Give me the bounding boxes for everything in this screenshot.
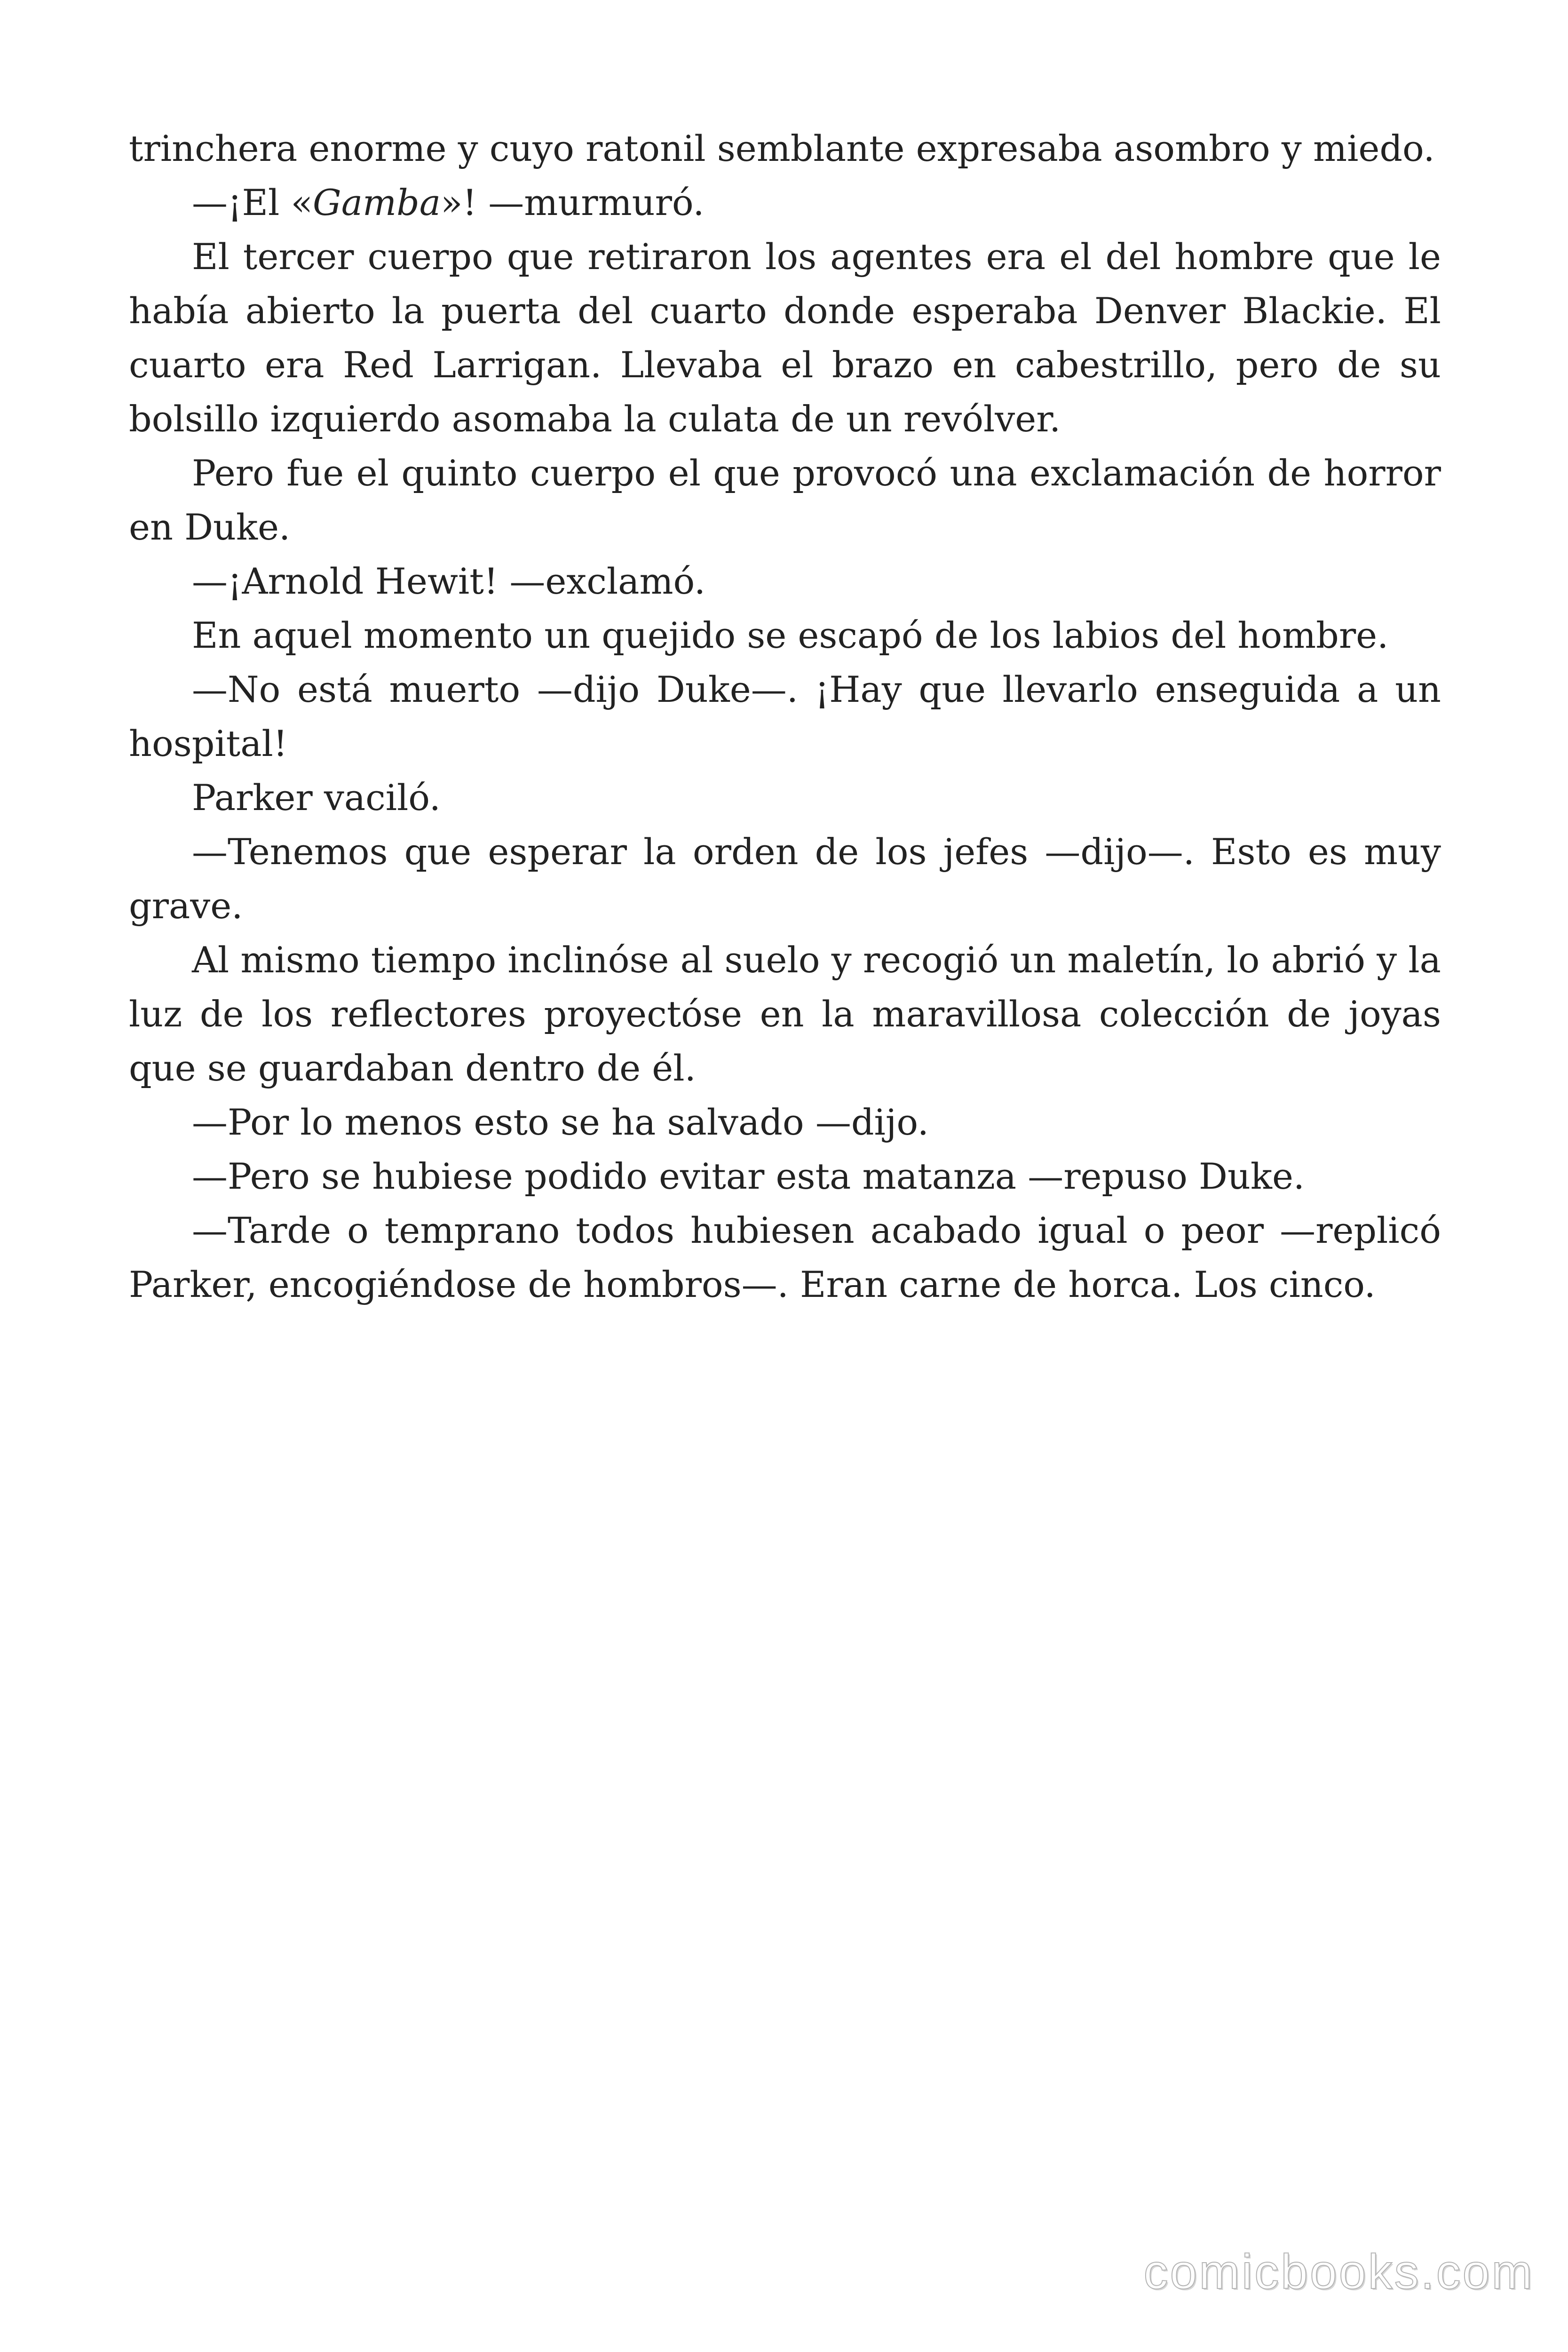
paragraph [129, 175, 1441, 230]
text-segment: El tercer cuerpo que retiraron los agentes era el del hombre que le había abierto la puerta del cuarto donde esperaba Denver Blackie. El cuarto era Red Larrigan. Llevaba el brazo en cabestrillo, pero de su bolsillo izquierdo asomaba la culata de un revólver. [129, 236, 1441, 440]
text-segment: —No está muerto —dijo Duke—. ¡Hay que llevarlo enseguida a un hospital! [129, 668, 1441, 764]
watermark: comicbooks.com [1143, 2245, 1534, 2299]
italic-text: Gamba [312, 182, 441, 223]
text-segment: —Tenemos que esperar la orden de los jefes —dijo—. Esto es muy grave. [129, 831, 1441, 927]
paragraph [129, 554, 1441, 608]
text-segment: —Por lo menos esto se ha salvado —dijo. [192, 1101, 929, 1143]
paragraph [129, 608, 1441, 662]
text-segment: —¡El « [192, 182, 313, 223]
text-segment: trinchera enorme y cuyo ratonil semblante expresaba asombro y miedo. [129, 127, 1435, 169]
text-segment: »! —murmuró. [441, 182, 705, 223]
text-segment: Pero fue el quinto cuerpo el que provocó una exclamación de horror en Duke. [129, 452, 1441, 548]
document-body [129, 121, 1441, 1311]
text-segment: —Pero se hubiese podido evitar esta matanza —repuso Duke. [192, 1155, 1305, 1197]
paragraph [129, 1203, 1441, 1311]
text-segment: Al mismo tiempo inclinóse al suelo y recogió un maletín, lo abrió y la luz de los reflectores proyectóse en la maravillosa colección de joyas que se guardaban dentro de él. [129, 939, 1441, 1089]
text-segment: En aquel momento un quejido se escapó de los labios del hombre. [192, 614, 1389, 656]
text-segment: —Tarde o temprano todos hubiesen acabado igual o peor —replicó Parker, encogiéndose de hombros—. Eran carne de horca. Los cinco. [129, 1209, 1441, 1305]
paragraph [129, 662, 1441, 771]
paragraph [129, 446, 1441, 554]
paragraph [129, 1149, 1441, 1203]
text-segment: —¡Arnold Hewit! —exclamó. [192, 560, 706, 602]
paragraph [129, 121, 1441, 175]
paragraph [129, 771, 1441, 825]
paragraph [129, 1095, 1441, 1149]
paragraph [129, 230, 1441, 446]
paragraph [129, 825, 1441, 933]
text-segment: Parker vaciló. [192, 777, 441, 818]
paragraph [129, 933, 1441, 1095]
